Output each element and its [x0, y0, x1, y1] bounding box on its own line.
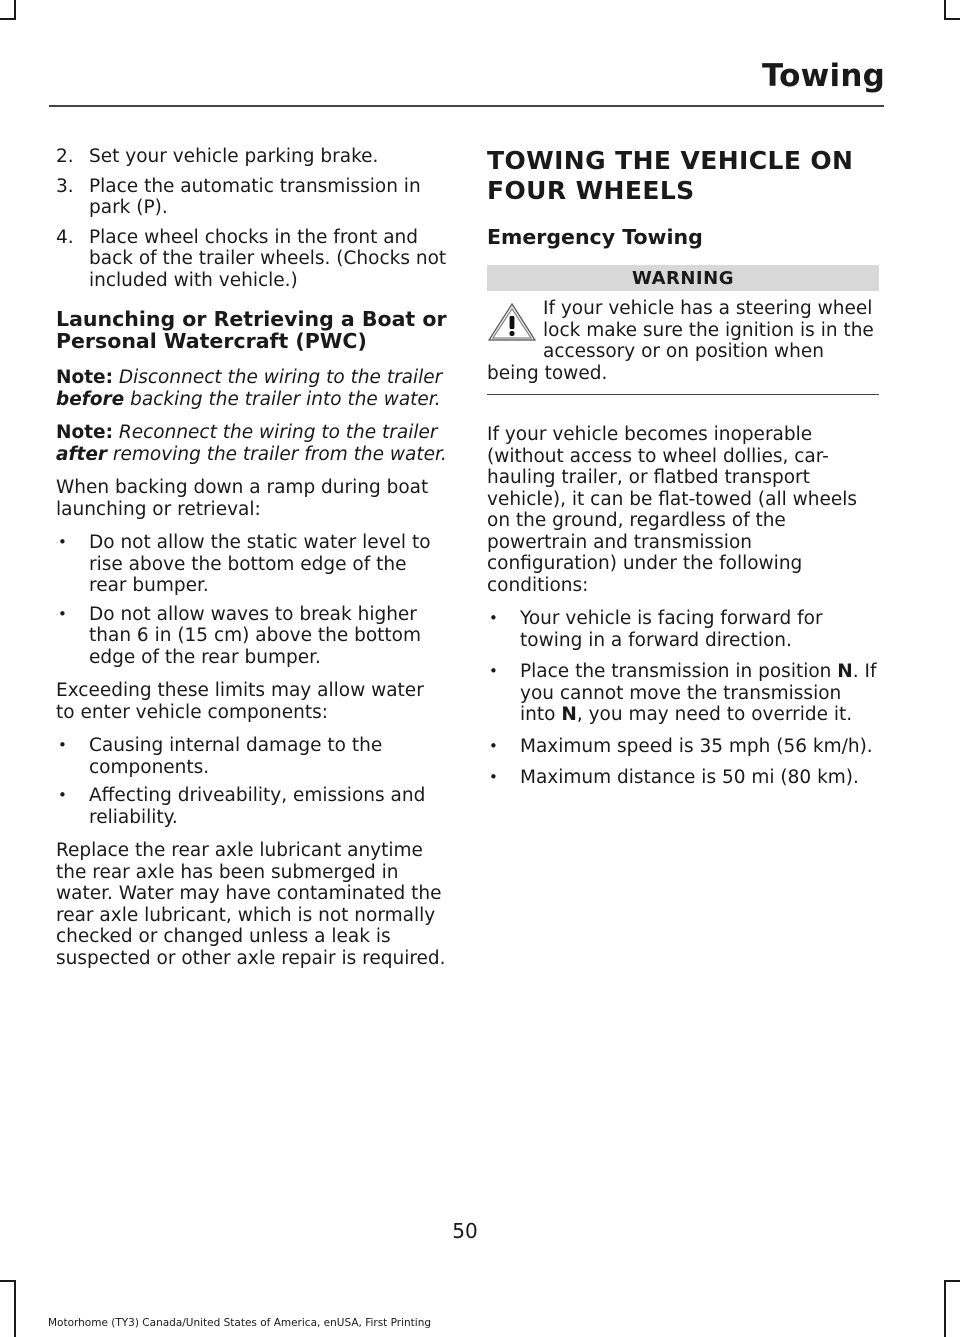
header-rule [49, 105, 884, 107]
crop-mark-bottom-right-v [944, 1280, 946, 1337]
crop-mark-top-right-h [944, 18, 960, 20]
step-text: Set your vehicle parking brake. [89, 146, 379, 167]
left-column [56, 146, 448, 981]
page-header-title: Towing [761, 58, 885, 94]
note-text-pre: Disconnect the wiring to the trailer [112, 367, 443, 388]
right-column [487, 146, 879, 796]
crop-mark-top-right-v [944, 0, 946, 20]
note-reconnect [56, 422, 448, 465]
note-text [56, 367, 442, 410]
step-number: 4. [56, 226, 74, 248]
note-text-post: removing the trailer from the water. [107, 443, 447, 465]
subsection-heading: Emergency Towing [487, 225, 703, 249]
note-text-pre: Reconnect the wiring to the trailer [112, 422, 438, 443]
cond-text-post: , you may need to override it. [576, 704, 853, 725]
warning-text: If your vehicle has a steering wheel lock make sure the ignition is in the accessory or on position when being towed. [487, 298, 874, 384]
cond-text-mid: . If you cannot move the transmission into [520, 661, 877, 725]
crop-mark-bottom-left-v [14, 1280, 16, 1337]
step-item [56, 176, 448, 219]
step-item [56, 227, 448, 292]
replace-lubricant-paragraph: Replace the rear axle lubricant anytime the rear axle has been submerged in water. Water may have contaminated the rear axle lubricant, which is not normally checked or changed unless a leak is suspected or other axle repair is required. [56, 840, 446, 969]
note-text [56, 422, 447, 465]
note-label: Note: [56, 367, 113, 388]
step-number: 3. [56, 175, 74, 197]
note-disconnect [56, 367, 448, 410]
warning-box [487, 298, 879, 384]
gear-position: N [837, 661, 853, 682]
step-text: Place wheel chocks in the front and back of the trailer wheels. (Chocks not included with vehicle.) [89, 226, 447, 291]
bullet-item [487, 661, 879, 726]
launch-heading: Launching or Retrieving a Boat or Personal Watercraft (PWC) [56, 307, 447, 353]
step-item [56, 146, 448, 168]
crop-mark-top-left-h [0, 18, 16, 20]
footer-text: Motorhome (TY3) Canada/United States of America, enUSA, First Printing [48, 1317, 432, 1329]
exceed-intro: Exceeding these limits may allow water to enter vehicle components: [56, 680, 424, 723]
step-text: Place the automatic transmission in park (P). [89, 175, 421, 218]
crop-mark-bottom-left-h [0, 1280, 16, 1282]
ramp-intro: When backing down a ramp during boat launching or retrieval: [56, 477, 429, 520]
warning-label: WARNING [487, 265, 879, 291]
bullet-item: • Do not allow waves to break higher than 6 in (15 cm) above the bottom edge of the rear bumper. [56, 604, 448, 669]
bullet-item: • Affecting driveability, emissions and reliability. [56, 785, 448, 828]
inoperable-paragraph: If your vehicle becomes inoperable (without access to wheel dollies, car-hauling trailer, or flatbed transport vehicle), it can be flat-towed (all wheels on the ground, regardless of the powertrain and transmission configuration) under the following conditions: [487, 424, 857, 596]
note-emphasis: before [56, 388, 125, 410]
crop-mark-top-left-v [14, 0, 16, 20]
note-emphasis: after [56, 443, 108, 465]
note-label: Note: [56, 422, 113, 443]
bullet-item: • Do not allow the static water level to rise above the bottom edge of the rear bumper. [56, 532, 448, 597]
warning-divider [487, 394, 879, 395]
gear-position: N [561, 704, 577, 725]
crop-mark-bottom-right-h [944, 1280, 960, 1282]
page-number: 50 [452, 1219, 478, 1243]
note-text-post: backing the trailer into the water. [124, 388, 441, 410]
bullet-item: • Maximum distance is 50 mi (80 km). [487, 767, 879, 789]
bullet-item: • Your vehicle is facing forward for towing in a forward direction. [487, 608, 879, 651]
bullet-item: • Maximum speed is 35 mph (56 km/h). [487, 736, 879, 758]
cond-text-pre: Place the transmission in position [520, 661, 838, 682]
warning-triangle-icon [487, 302, 537, 342]
step-number: 2. [56, 146, 74, 167]
bullet-item: • Causing internal damage to the components. [56, 735, 448, 778]
section-heading: TOWING THE VEHICLE ON FOUR WHEELS [487, 146, 854, 205]
